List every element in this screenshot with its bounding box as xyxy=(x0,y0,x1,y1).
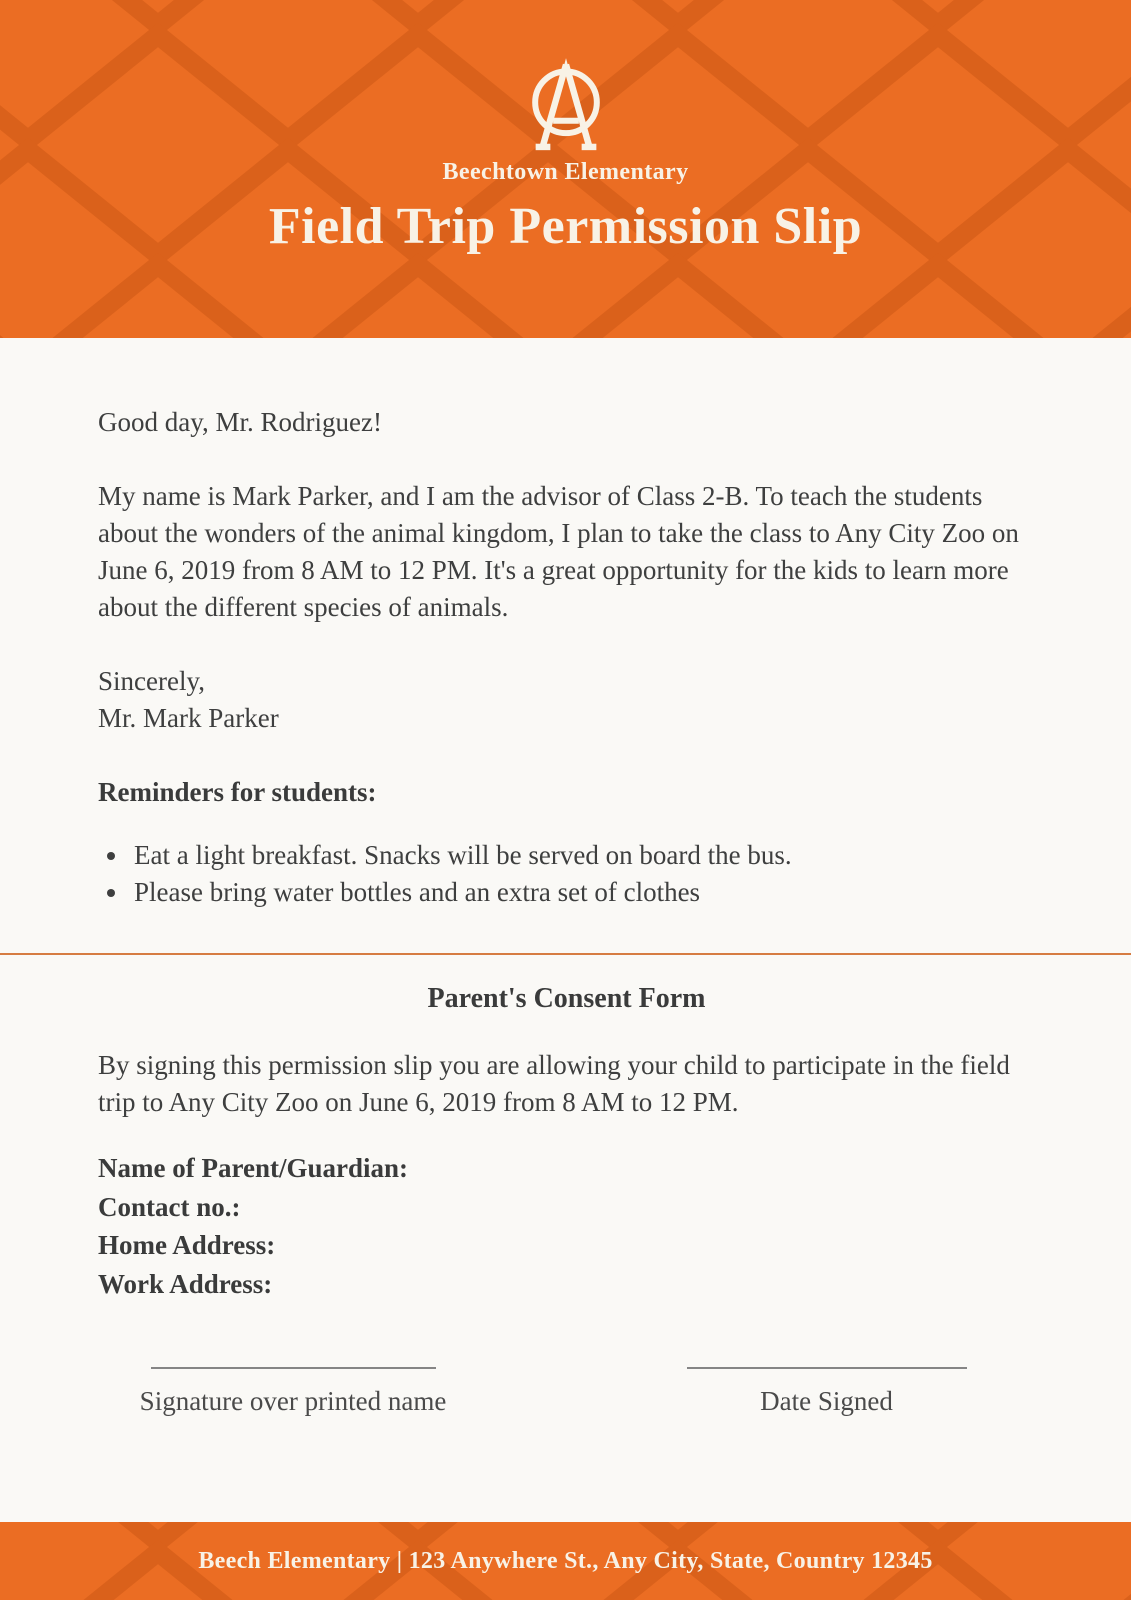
list-item: • Please bring water bottles and an extra set of clothes xyxy=(130,874,1035,911)
field-label-parent-name: Name of Parent/Guardian: xyxy=(98,1153,408,1183)
signature-block xyxy=(114,1367,472,1420)
section-divider xyxy=(0,953,1131,955)
closing-block xyxy=(98,663,1035,737)
letter-body: My name is Mark Parker, and I am the advisor of Class 2-B. To teach the students about the wonders of the animal kingdom, I plan to take the class to Any City Zoo on June 6, 2019 from 8 AM to 12 PM. It's a great opportunity for the kids to learn more about the different species of animals. xyxy=(98,481,1019,622)
closing-word: Sincerely, xyxy=(98,666,205,696)
greeting: Good day, Mr. Rodriguez! xyxy=(98,407,382,437)
letter-section xyxy=(0,338,1131,911)
consent-heading: Parent's Consent Form xyxy=(427,983,706,1014)
document-footer xyxy=(0,1522,1131,1600)
reminders-list xyxy=(98,837,1035,911)
consent-section xyxy=(0,981,1131,1420)
signature-line xyxy=(151,1367,436,1369)
school-name: Beechtown Elementary xyxy=(442,159,689,185)
signature-row xyxy=(98,1367,1035,1420)
header-content xyxy=(0,0,1131,256)
school-logo-icon xyxy=(520,58,612,154)
field-label-work-address: Work Address: xyxy=(98,1268,273,1299)
consent-fields xyxy=(98,1149,1035,1303)
field-label-home-address: Home Address: xyxy=(98,1230,276,1260)
reminders-heading: Reminders for students: xyxy=(98,777,377,807)
list-item: • Eat a light breakfast. Snacks will be served on board the bus. xyxy=(130,837,1035,874)
signature-label: Signature over printed name xyxy=(139,1386,447,1416)
footer-text: Beech Elementary | 123 Anywhere St., Any City, State, Country 12345 xyxy=(198,1548,933,1574)
consent-body: By signing this permission slip you are allowing your child to participate in the field trip to Any City Zoo on June 6, 2019 from 8 AM to 12 PM. xyxy=(98,1050,1010,1117)
document-header xyxy=(0,0,1131,338)
field-label-contact-no: Contact no.: xyxy=(98,1191,241,1222)
document-title: Field Trip Permission Slip xyxy=(268,198,863,255)
date-signed-line xyxy=(687,1367,967,1369)
date-signed-block xyxy=(684,1367,969,1420)
date-signed-label: Date Signed xyxy=(760,1386,893,1416)
signatory-name: Mr. Mark Parker xyxy=(98,703,279,733)
